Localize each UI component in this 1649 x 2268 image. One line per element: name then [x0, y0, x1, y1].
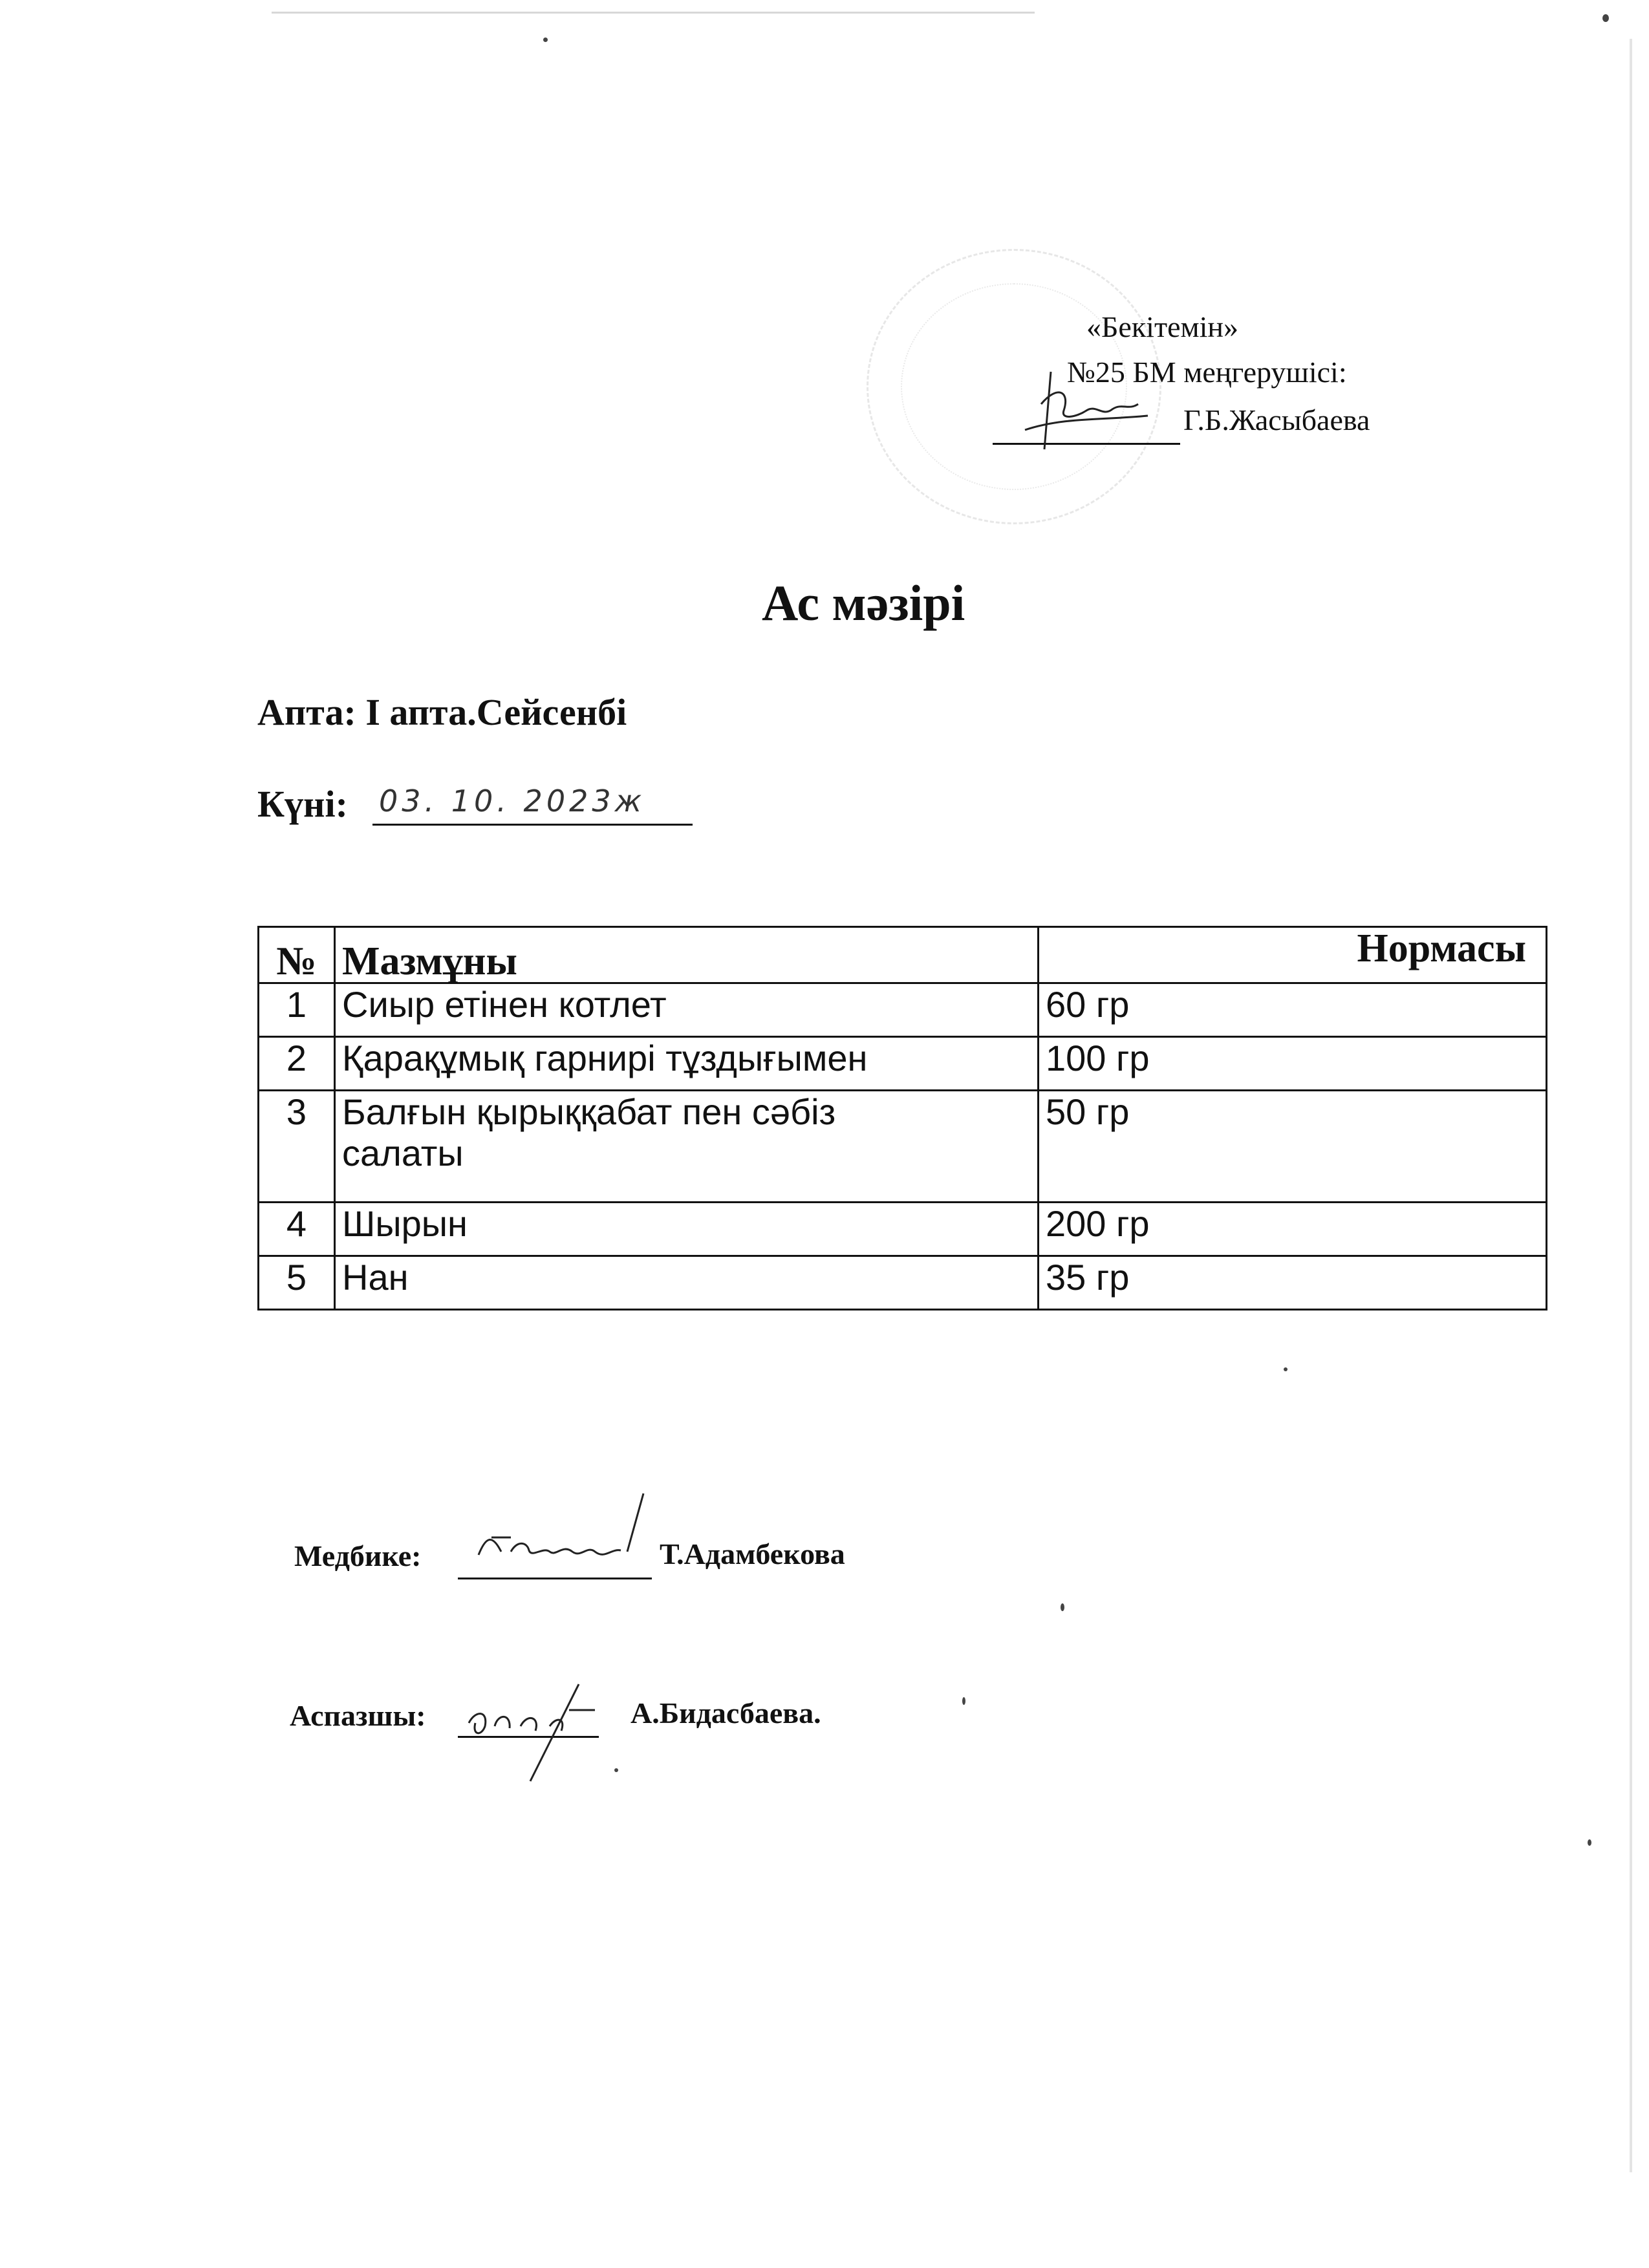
approve-word: «Бекітемін»: [1086, 310, 1238, 343]
nurse-signature: [466, 1487, 660, 1584]
cook-name: А.Бидасбаева.: [630, 1696, 821, 1729]
date-label: Күні:: [257, 783, 348, 825]
scan-speck: [1588, 1839, 1591, 1846]
scan-speck: [1284, 1367, 1288, 1371]
row-content: Нан: [335, 1256, 1039, 1310]
row-norm: 200 гр: [1039, 1203, 1547, 1256]
header-num: №: [259, 927, 335, 983]
row-norm: 35 гр: [1039, 1256, 1547, 1310]
row-num: 3: [259, 1091, 335, 1203]
approver-name: Г.Б.Жасыбаева: [1183, 403, 1370, 436]
table-row: [259, 1091, 1547, 1203]
nurse-name: Т.Адамбекова: [660, 1537, 845, 1570]
row-norm: 100 гр: [1039, 1037, 1547, 1091]
scan-speck: [1061, 1603, 1064, 1611]
scan-edge-right: [1630, 39, 1632, 2172]
date-value-line: [372, 780, 693, 826]
row-content: Сиыр етінен котлет: [335, 983, 1039, 1037]
row-num: 4: [259, 1203, 335, 1256]
row-norm: 50 гр: [1039, 1091, 1547, 1203]
row-norm: 60 гр: [1039, 983, 1547, 1037]
header-content: Мазмұны: [335, 927, 1039, 983]
row-content: Балғын қырыққабат пен сәбіз салаты: [335, 1091, 1039, 1203]
scan-speck: [543, 37, 548, 42]
date-value: 03. 10. 2023ж: [379, 784, 646, 818]
table-row: [259, 983, 1547, 1037]
row-num: 5: [259, 1256, 335, 1310]
table-header-row: [259, 927, 1547, 983]
row-content: Қарақұмық гарнирі тұздығымен: [335, 1037, 1039, 1091]
approver-signature: [1006, 359, 1154, 456]
menu-table: [257, 926, 1547, 1311]
row-content: Шырын: [335, 1203, 1039, 1256]
scan-speck: [962, 1697, 965, 1705]
approver-position: №25 БМ меңгерушісі:: [1067, 356, 1347, 389]
scan-speck: [614, 1768, 618, 1772]
header-norm: Нормасы: [1039, 927, 1547, 983]
scan-speck: [1602, 14, 1609, 22]
table-row: [259, 1256, 1547, 1310]
table-row: [259, 1037, 1547, 1091]
row-num: 1: [259, 983, 335, 1037]
table-row: [259, 1203, 1547, 1256]
nurse-label: Медбике:: [294, 1539, 422, 1572]
page-title: Ас мәзірі: [762, 575, 965, 631]
row-num: 2: [259, 1037, 335, 1091]
scan-edge-top: [272, 12, 1035, 14]
cook-label: Аспазшы:: [290, 1699, 426, 1732]
week-line: Апта: І апта.Сейсенбі: [257, 691, 627, 733]
cook-signature: [459, 1671, 608, 1788]
